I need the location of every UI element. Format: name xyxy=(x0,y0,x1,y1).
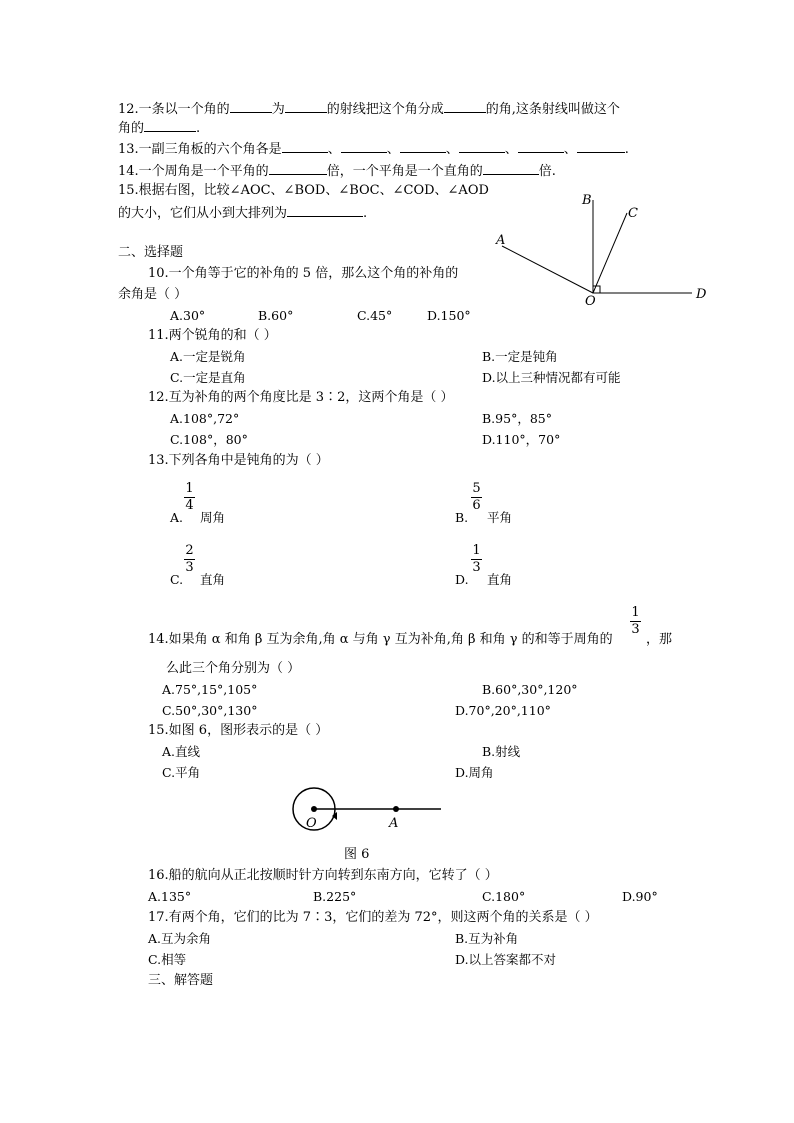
figure-6 xyxy=(285,782,450,838)
q15-fill-line2: 的大小，它们从小到大排列为 . xyxy=(118,206,368,221)
blank[interactable] xyxy=(269,162,327,175)
point-O xyxy=(311,806,317,812)
q17-stem: 17.有两个角，它们的比为 7∶3，它们的差为 72°，则这两个角的关系是（ ） xyxy=(148,910,598,925)
q11-option-b[interactable]: B.一定是钝角 xyxy=(482,349,558,364)
blank[interactable] xyxy=(144,119,196,132)
q12-option-d[interactable]: D.110°，70° xyxy=(482,432,561,447)
point-A xyxy=(393,806,399,812)
q13-option-b[interactable]: B. 5 6 平角 xyxy=(455,481,513,525)
blank[interactable] xyxy=(459,140,505,153)
fraction: 5 6 xyxy=(472,481,481,513)
blank[interactable] xyxy=(577,140,625,153)
blank[interactable] xyxy=(230,100,272,113)
section-3-heading: 三、解答题 xyxy=(148,973,214,988)
fraction: 1 3 xyxy=(631,605,640,637)
q12-option-c[interactable]: C.108°，80° xyxy=(170,432,248,447)
angle-figure xyxy=(490,188,720,308)
q12-line2: 角的 . xyxy=(118,121,201,136)
label-B: B xyxy=(582,193,592,208)
label-C: C xyxy=(628,206,638,221)
blank[interactable] xyxy=(341,140,387,153)
q14-fill-line: 14.一个周角是一个平角的 倍，一个平角是一个直角的 倍. xyxy=(118,164,556,179)
q17-option-a[interactable]: A.互为余角 xyxy=(148,931,212,946)
q13-line: 13.一副三角板的六个角各是 、 、 、 、 、 . xyxy=(118,142,629,157)
q15-option-d[interactable]: D.周角 xyxy=(455,765,494,780)
q12-stem: 12.互为补角的两个角度比是 3∶2，这两个角是（ ） xyxy=(148,390,454,405)
fraction: 2 3 xyxy=(185,543,194,575)
q16-option-a[interactable]: A.135° xyxy=(148,889,192,904)
q14-stem1-tail: ，那 xyxy=(646,632,673,647)
q10-option-a[interactable]: A.30° xyxy=(170,308,206,323)
q13-option-c[interactable]: C. 2 3 直角 xyxy=(170,543,226,587)
q12-option-b[interactable]: B.95°，85° xyxy=(482,411,552,426)
q15-option-a[interactable]: A.直线 xyxy=(162,744,201,759)
q10-option-b[interactable]: B.60° xyxy=(258,308,294,323)
fraction: 1 4 xyxy=(185,481,194,513)
q11-option-c[interactable]: C.一定是直角 xyxy=(170,370,246,385)
q16-option-d[interactable]: D.90° xyxy=(622,889,658,904)
q10-stem2: 余角是（ ） xyxy=(118,287,188,302)
q14-stem1: 14.如果角 α 和角 β 互为余角,角 α 与角 γ 互为补角,角 β 和角 γ 的和等于周角的 xyxy=(148,632,613,647)
q14-option-a[interactable]: A.75°,15°,105° xyxy=(162,682,258,697)
q14-option-c[interactable]: C.50°,30°,130° xyxy=(162,703,258,718)
q13-option-a[interactable]: A. 1 4 周角 xyxy=(170,481,226,525)
blank[interactable] xyxy=(285,100,327,113)
label-O-fig6: O xyxy=(306,816,317,831)
q17-option-d[interactable]: D.以上答案都不对 xyxy=(455,952,557,967)
q10-option-d[interactable]: D.150° xyxy=(427,308,471,323)
q15-option-c[interactable]: C.平角 xyxy=(162,765,201,780)
q16-option-b[interactable]: B.225° xyxy=(313,889,357,904)
q11-stem: 11.两个锐角的和（ ） xyxy=(148,328,277,343)
q15-stem: 15.如图 6，图形表示的是（ ） xyxy=(148,723,329,738)
blank[interactable] xyxy=(287,204,363,217)
q13-stem: 13.下列各角中是钝角的为（ ） xyxy=(148,453,329,468)
q14-stem2: 么此三个角分别为（ ） xyxy=(166,661,301,676)
label-O: O xyxy=(585,294,596,308)
q14-option-b[interactable]: B.60°,30°,120° xyxy=(482,682,578,697)
q11-option-a[interactable]: A.一定是锐角 xyxy=(170,349,246,364)
label-A-fig6: A xyxy=(389,816,399,831)
q16-stem: 16.船的航向从正北按顺时针方向转到东南方向，它转了（ ） xyxy=(148,868,498,883)
label-A: A xyxy=(496,233,506,248)
q10-stem1: 10.一个角等于它的补角的 5 倍，那么这个角的补角的 xyxy=(148,266,459,281)
label-D: D xyxy=(696,287,707,302)
q17-option-b[interactable]: B.互为补角 xyxy=(455,931,519,946)
q13-option-d[interactable]: D. 1 3 直角 xyxy=(455,543,513,587)
q12-line1: 12.一条以一个角的 为 的射线把这个角分成 的角,这条射线叫做这个 xyxy=(118,102,620,117)
blank[interactable] xyxy=(400,140,446,153)
figure-6-caption: 图 6 xyxy=(344,847,370,862)
q15-fill-line1: 15.根据右图，比较∠AOC、∠BOD、∠BOC、∠COD、∠AOD xyxy=(118,183,489,198)
q15-option-b[interactable]: B.射线 xyxy=(482,744,521,759)
q12-option-a[interactable]: A.108°,72° xyxy=(170,411,240,426)
fraction: 1 3 xyxy=(472,543,481,575)
blank[interactable] xyxy=(483,162,539,175)
blank[interactable] xyxy=(518,140,564,153)
q11-option-d[interactable]: D.以上三种情况都有可能 xyxy=(482,370,621,385)
ray-OA xyxy=(502,246,593,293)
blank[interactable] xyxy=(282,140,328,153)
q17-option-c[interactable]: C.相等 xyxy=(148,952,187,967)
ray-OC xyxy=(593,213,627,293)
section-2-heading: 二、选择题 xyxy=(118,245,184,260)
blank[interactable] xyxy=(444,100,486,113)
q14-option-d[interactable]: D.70°,20°,110° xyxy=(455,703,551,718)
q10-option-c[interactable]: C.45° xyxy=(357,308,393,323)
q16-option-c[interactable]: C.180° xyxy=(482,889,526,904)
